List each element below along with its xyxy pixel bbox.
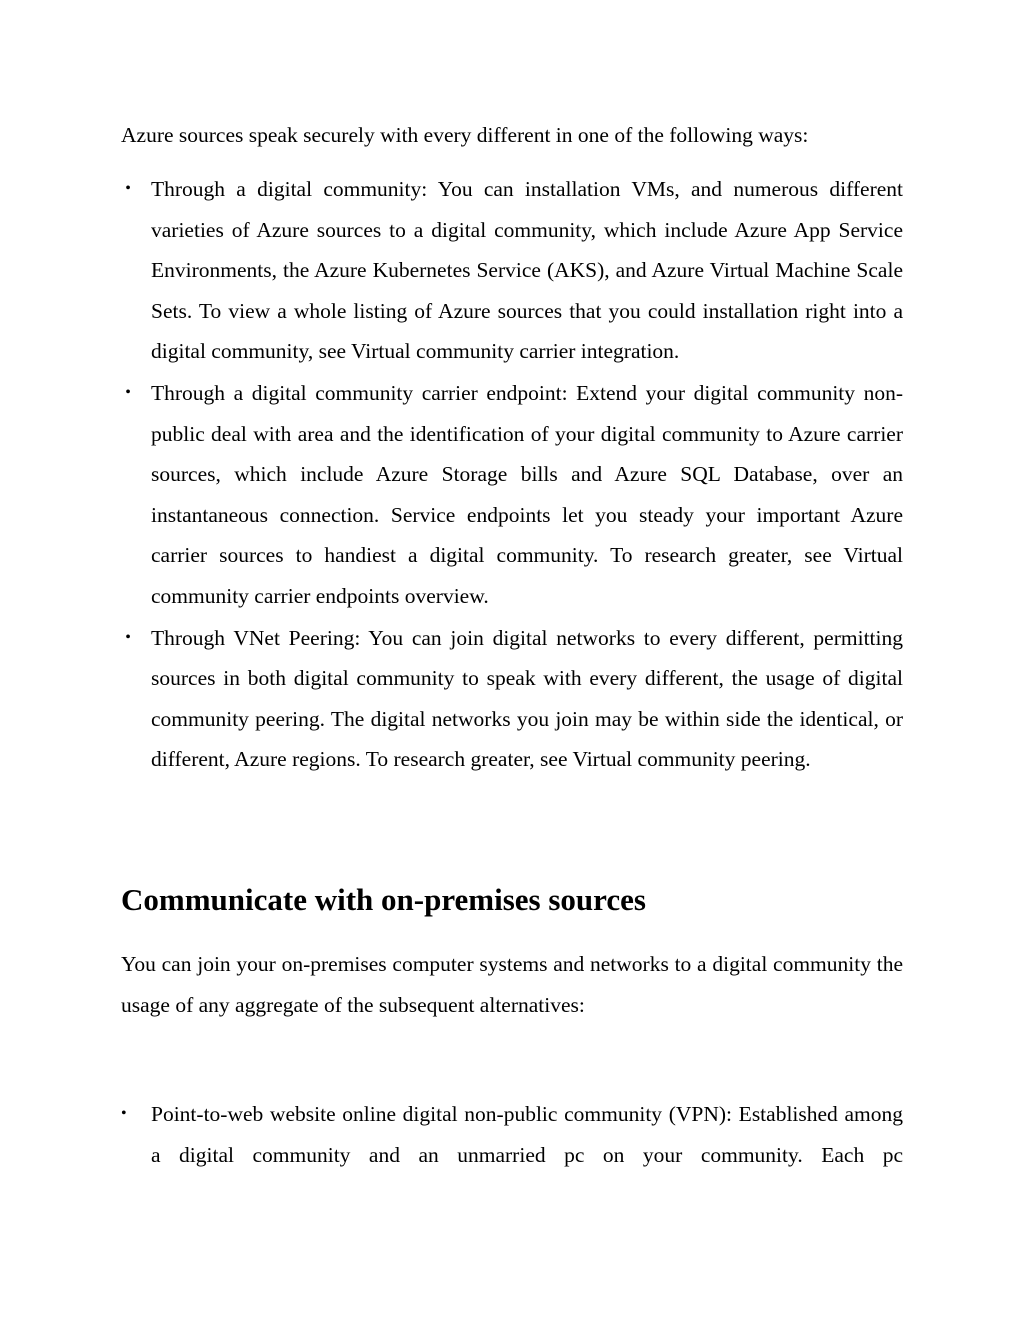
bullet-icon: • — [125, 628, 131, 646]
bullet-list-on-premises-options — [121, 1094, 903, 1177]
bullet-icon: • — [125, 180, 131, 197]
list-item-text: Through VNet Peering: You can join digital networks to every different, permitting sources in both digital community to speak with every different, the usage of digital community peering. The digital networks you join may be within side the identical, or different, Azure regions. To research greater, see Virtual community peering. — [151, 625, 903, 771]
list-item — [121, 373, 903, 616]
intro-paragraph: Azure sources speak securely with every different in one of the following ways: — [121, 123, 809, 147]
bullet-icon: • — [121, 1105, 127, 1122]
section-heading: Communicate with on-premises sources — [121, 882, 646, 917]
list-item-text: Through a digital community carrier endpoint: Extend your digital community non-public deal with area and the identification of your digital community to Azure carrier sources, which include Azure Storage bills and Azure SQL Database, over an instantaneous connection. Service endpoints let you steady your important Azure carrier sources to handiest a digital community. To research greater, see Virtual community carrier endpoints overview. — [151, 381, 903, 608]
list-item — [121, 1094, 903, 1175]
list-item-text: Point-to-web website online digital non-public community (VPN): Established among a digital community and an unmarried pc on your community. Each pc — [151, 1102, 903, 1167]
bullet-icon: • — [125, 384, 131, 401]
section-paragraph: You can join your on-premises computer systems and networks to a digital community the usage of any aggregate of the subsequent alternatives: — [121, 952, 903, 1017]
list-item — [121, 169, 903, 372]
list-item — [121, 618, 903, 780]
bullet-list-azure-communication — [121, 169, 903, 781]
list-item-text: Through a digital community: You can installation VMs, and numerous different varieties of Azure sources to a digital community, which include Azure App Service Environments, the Azure Kubernetes Service (AKS), and Azure Virtual Machine Scale Sets. To view a whole listing of Azure sources that you could installation right into a digital community, see Virtual community carrier integration. — [151, 177, 903, 363]
